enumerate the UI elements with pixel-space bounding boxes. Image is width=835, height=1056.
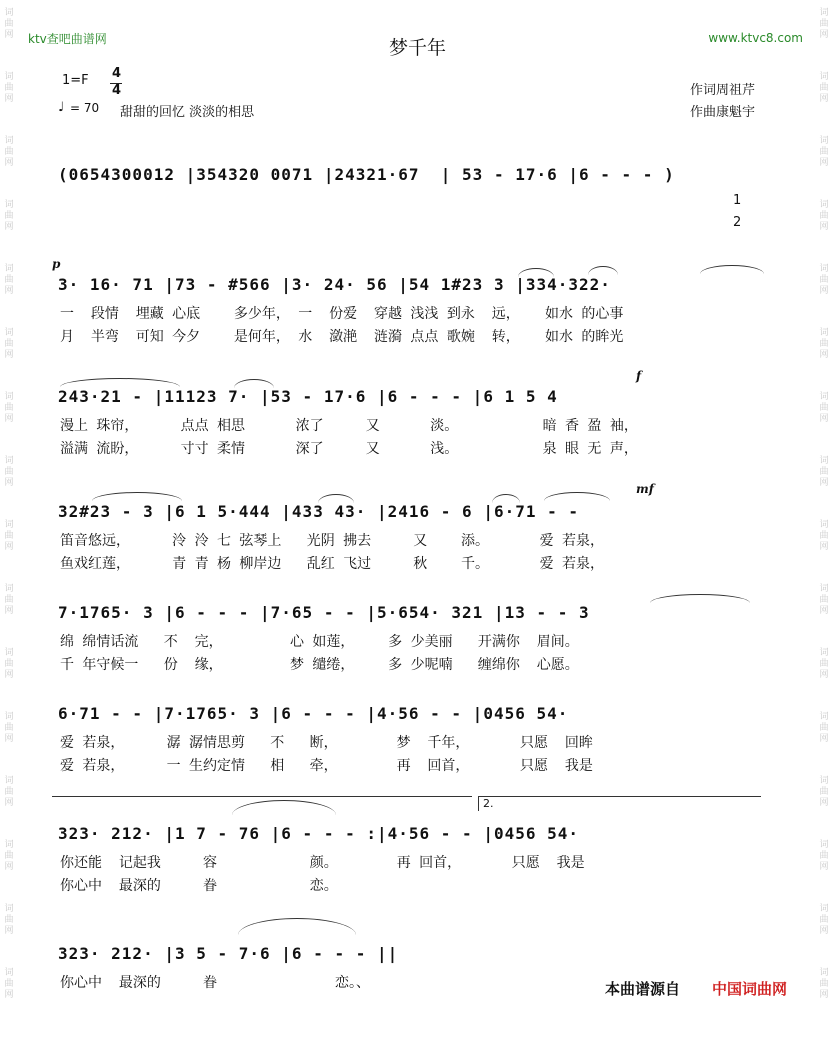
watermark-glyph: 词 曲 网 [4, 776, 14, 808]
watermark-glyph: 词 曲 网 [4, 136, 14, 168]
watermark-glyph: 词 曲 网 [4, 72, 14, 104]
watermark-glyph: 词 曲 网 [819, 968, 829, 1000]
dynamic-mark: f [636, 369, 642, 383]
source-label: 本曲谱源自 [605, 980, 681, 998]
watermark-glyph: 词 曲 网 [819, 264, 829, 296]
watermark-glyph: 词 曲 网 [4, 520, 14, 552]
watermark-glyph: 词 曲 网 [4, 712, 14, 744]
key-signature: 1=F [62, 73, 89, 88]
dynamic-mark: p [52, 257, 61, 271]
score-row-1 [0, 165, 835, 277]
watermark-glyph: 词 曲 网 [819, 456, 829, 488]
score-row-8 [0, 944, 835, 1056]
tempo-marking: = 70 [70, 101, 100, 115]
notation-line: 323· 212· |1 7 - 76 |6 - - - :|4·56 - - |0456 54· [58, 824, 580, 843]
watermark-glyph: 词 曲 网 [819, 8, 829, 40]
watermark-glyph: 词 曲 网 [4, 392, 14, 424]
ending-number-1: 1 [733, 193, 742, 208]
watermark-glyph: 词 曲 网 [4, 840, 14, 872]
lyrics-verse-2: 你心中 最深的 眷 恋。 [60, 878, 338, 894]
watermark-glyph: 词 曲 网 [4, 584, 14, 616]
score-row-7 [0, 797, 835, 936]
lyrics-verse-2: 溢满 流盼， 寸寸 柔情 深了 又 浅。 泉 眼 无 声， [60, 441, 638, 457]
lyrics-verse-2: 月 半弯 可知 今夕 是何年， 水 潋滟 涟漪 点点 歌婉 转， 如水 的眸光 [60, 329, 624, 345]
time-signature-top: 4 [112, 66, 122, 81]
lyrics-verse-2: 鱼戏红莲， 青 青 杨 柳岸边 乱红 飞过 秋 千。 爱 若泉， [60, 556, 605, 572]
quarter-note-icon: ♩ [58, 100, 65, 115]
site-left-label[interactable]: ktv查吧曲谱网 [28, 32, 107, 46]
watermark-glyph: 词 曲 网 [819, 520, 829, 552]
notation-line: 32#23 - 3 |6 1 5·444 |433 43· |2416 - 6 |6·71 - - [58, 502, 580, 521]
score-row-3 [0, 369, 835, 499]
watermark-glyph: 词 曲 网 [819, 904, 829, 936]
intro-text: 甜甜的回忆 淡淡的相思 [120, 105, 255, 120]
notation-line: 323· 212· |3 5 - 7·6 |6 - - - || [58, 944, 399, 963]
watermark-glyph: 词 曲 网 [819, 584, 829, 616]
watermark-glyph: 词 曲 网 [819, 712, 829, 744]
watermark-glyph: 词 曲 网 [819, 136, 829, 168]
lyrics-verse-2: 千 年守候一 份 缘， 梦 缱绻， 多 少呢喃 缠绵你 心愿。 [60, 657, 579, 673]
watermark-glyph: 词 曲 网 [819, 200, 829, 232]
composer-credit: 作曲康魁宇 [690, 105, 756, 120]
lyrics-verse-1: 笛音悠远， 泠 泠 七 弦琴上 光阴 拂去 又 添。 爱 若泉， [60, 533, 605, 549]
notation-line: 6·71 - - |7·1765· 3 |6 - - - |4·56 - - |0456 54· [58, 704, 569, 723]
notation-line: 3· 16· 71 |73 - #566 |3· 24· 56 |54 1#23 3 |334·322· [58, 275, 611, 294]
lyrics-verse-1: 一 段情 埋藏 心底 多少年， 一 份爱 穿越 浅浅 到永 远， 如水 的心事 [60, 306, 624, 322]
ending-number-2: 2 [733, 215, 742, 230]
watermark-glyph: 词 曲 网 [819, 328, 829, 360]
score-row-5 [0, 603, 835, 715]
watermark-glyph: 词 曲 网 [4, 264, 14, 296]
volta-label: 2. [483, 797, 494, 810]
lyricist-credit: 作词周祖芹 [690, 83, 756, 98]
lyrics-verse-1: 爱 若泉， 潺 潺情思剪 不 断， 梦 千年， 只愿 回眸 [60, 735, 593, 751]
lyrics-verse-1: 绵 绵情话流 不 完， 心 如莲， 多 少美丽 开满你 眉间。 [60, 634, 579, 650]
source-site-link[interactable]: 中国词曲网 [712, 980, 788, 998]
volta-bracket-2 [478, 796, 761, 811]
watermark-glyph: 词 曲 网 [4, 904, 14, 936]
watermark-glyph: 词 曲 网 [819, 776, 829, 808]
watermark-glyph: 词 曲 网 [4, 200, 14, 232]
dynamic-mark: mf [636, 482, 654, 496]
watermark-glyph: 词 曲 网 [4, 648, 14, 680]
lyrics-verse-1: 你还能 记起我 容 颜。 再 回首， 只愿 我是 [60, 855, 585, 871]
watermark-glyph: 词 曲 网 [819, 648, 829, 680]
watermark-glyph: 词 曲 网 [4, 8, 14, 40]
notation-line: 243·21 - |11123 7· |53 - 17·6 |6 - - - |6 1 5 4 [58, 387, 558, 406]
notation-line: 7·1765· 3 |6 - - - |7·65 - - |5·654· 321 |13 - - 3 [58, 603, 590, 622]
watermark-glyph: 词 曲 网 [4, 328, 14, 360]
lyrics-verse-1: 漫上 珠帘， 点点 相思 浓了 又 淡。 暗 香 盈 袖， [60, 418, 638, 434]
volta-bracket-1 [52, 796, 472, 797]
time-signature-bottom: 4 [112, 83, 122, 98]
site-right-url[interactable]: www.ktvc8.com [708, 31, 803, 45]
watermark-glyph: 词 曲 网 [819, 840, 829, 872]
lyrics-verse-1: 你心中 最深的 眷 恋。、 [60, 975, 371, 991]
notation-line: (0654300012 |354320 0071 |24321·67 | 53 - 17·6 |6 - - - ) [58, 165, 675, 184]
watermark-glyph: 词 曲 网 [819, 392, 829, 424]
lyrics-verse-2: 爱 若泉， 一 生约定情 相 牵， 再 回首， 只愿 我是 [60, 758, 593, 774]
watermark-glyph: 词 曲 网 [4, 456, 14, 488]
score-row-2 [0, 257, 835, 387]
page-title: 梦千年 [388, 37, 446, 59]
watermark-glyph: 词 曲 网 [4, 968, 14, 1000]
watermark-glyph: 词 曲 网 [819, 72, 829, 104]
